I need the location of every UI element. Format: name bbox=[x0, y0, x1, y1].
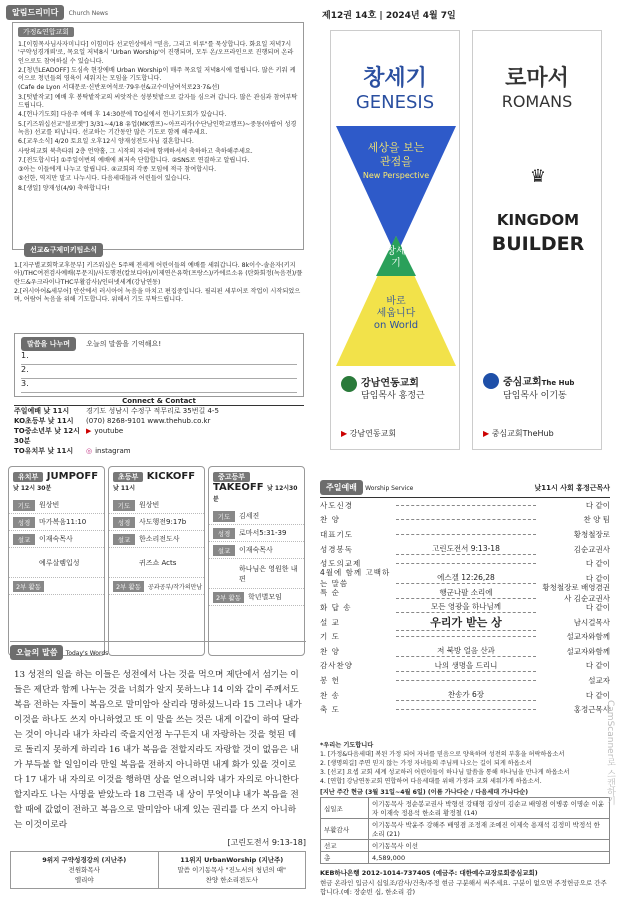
kids-takeoff: 중고등부 TAKEOFF 낮 12시30분 기도 김세진 성경 로마서5:31-39 설교 이재숙목사 하나님은 영원한 내편 2부 활동 학년별모임 bbox=[208, 466, 305, 656]
prayer-section bbox=[320, 741, 610, 797]
bank-account: KEB하나은행 2012-1014-737405 (예금주: 대한예수교장로회중심교회) bbox=[320, 869, 538, 877]
announcements-list bbox=[18, 41, 298, 193]
romans-kor: 로마서 bbox=[505, 66, 569, 91]
service-row: 성경봉독 고린도전서 9:13-18 김순교권사 bbox=[320, 544, 610, 554]
offering-table: 십일조 이기동목사 정순봉교권사 박형선 강태형 김상미 김순교 배영겸 이병종 이명순 이윤자 이재숙 정용석 한소리 황정철 (14) 부활감사 이기동목사 박윤주 강해주 배영겸 조정재 조예진 이제숙 용재석 김정미 박정석 한소리 (21) 선교 이기동목사 이선 총 4,589,000 KEB하나은행 2012-1014-737405 (예금주: 대한예수교장로회중심교회) 현금 온라인 입금시 십일조/감사/건축/주정 현금 구분해서 써주세요. 구분이 없으면 주정헌금으로 간주합니다.(예: 장순빈 십, 한소리 감) bbox=[320, 797, 610, 897]
prayer-title: *우리는 기도합니다 bbox=[320, 742, 374, 749]
contact-row: TO중소년부 낮 12시30분 ▶ youtube bbox=[14, 427, 124, 445]
footer-box: 9위지 구약성경강의 (지난주) 전원화목사 엘리야 11위지 UrbanWorship (지난주) 말씀 이기동목사 "진노서의 청년의 때" 찬양 한소리전도사 bbox=[10, 851, 306, 889]
list-item: 1. [가정&다음세대] 복된 가정 되어 자녀를 믿음으로 양육하며 성전의 부흥을 허락하옵소서 bbox=[320, 751, 565, 758]
offering-note: 현금 온라인 입금시 십일조/감사/건축/주정 현금 구분해서 써주세요. 구분이 없으면 주정헌금으로 간주합니다.(예: 장순빈 십, 한소리 감) bbox=[320, 879, 607, 896]
youtube-icon: ▶ bbox=[341, 429, 348, 438]
list-item: 1.[이힘목사님사자미니다] 이힘미다 선교인상에서 "믿음, 그리고 히루"를 묵상합니다. 화요일 저녁7시 '구약성경개뢰'로, 목요일 저녁8시 'Urban Worship'이 진행되며, 모두 온/오프라인으로 진행되며 온라인으로도 참여하실 수 있습니다. bbox=[18, 41, 294, 65]
service-row: 찬 송 찬송가 6장 다 같이 bbox=[320, 690, 610, 700]
list-item: 7.[전도합시다] ①주일이번의 예배에 최저속 단합합니다. ②SNS로 연결하고 알립니다. bbox=[18, 156, 250, 164]
memo-box bbox=[14, 333, 304, 397]
service-row: 성도의교제 다 같이 bbox=[320, 559, 610, 569]
memo-line[interactable]: 2. bbox=[21, 365, 297, 379]
service-row: 대표기도 황청철장로 bbox=[320, 529, 610, 539]
issue-number: 제12권 14호 bbox=[322, 11, 377, 21]
list-item: 4. [연합] 강남연동교회 연합하여 다음세대를 위해 가정과 교회 세워가게 하옵소서. bbox=[320, 778, 542, 785]
romans-cover bbox=[472, 30, 602, 450]
romans-church: 중심교회The Hub bbox=[503, 377, 575, 388]
service-row: 4월에 함께 고백하는 말씀 에스겔 12:26,28 다 같이 bbox=[320, 568, 610, 589]
romans-kb2: BUILDER bbox=[491, 233, 585, 255]
church-logo-icon bbox=[483, 373, 499, 389]
memo-title: 말씀을 나누며 bbox=[21, 337, 76, 351]
list-item: ③아는 이들에게 나누고 알립니다. ④교회의 각종 모임에 적극 참여합시다. bbox=[18, 166, 217, 174]
announcements-title-en: Church News bbox=[68, 10, 108, 17]
list-item: 8.[생일] 양재성(4/9) 축하합니다! bbox=[18, 184, 110, 192]
service-row: 감사찬양 나의 생명을 드리니 다 같이 bbox=[320, 660, 610, 671]
contact-row: 주일예배 낮 11시 경기도 성남시 수정구 적무리로 35번길 4-5 bbox=[14, 407, 219, 415]
genesis-bottom-text: 바로 세웁니다 on World bbox=[373, 296, 419, 331]
list-item: ⑤선한, 역지만 말고 나누시다. 다음세대들과 어린들이 있습니다. bbox=[18, 175, 191, 183]
service-row: 찬 양 찬 양 팀 bbox=[320, 515, 610, 525]
list-item: 2.[청년LEADOFF] 도심속 현장에배 Urban Worship이 매주 목요일 저녁8시에 열립니다. 많은 키워 케이으로 청년들의 영육이 세워지는 모임을 기도합니다. bbox=[18, 66, 296, 83]
contact-row: KO초등부 낮 11시 (070) 8268-9101 www.thehub.co.kr bbox=[14, 417, 211, 425]
romans-eng: ROMANS bbox=[501, 92, 573, 111]
service-row: 기 도 설교자와함께 bbox=[320, 632, 610, 642]
word-ref: [고린도전서 9:13-18] bbox=[227, 838, 306, 847]
genesis-pastor: 담임목사 홍정근 bbox=[361, 391, 425, 401]
mission-section bbox=[14, 262, 304, 305]
list-item: 1.[지구별교회학교후문부] 키즈워십은 5주째 전세계 어린이들의 예배를 세워갑니다. 8k이수-솔윤자(키지아)/THC여전검사예배(무문지)/사도행전(칼보디아)/이제연은유학(프랑스)/카에르소유 (탄화회정(녹음전)/플란드&우크라이나THC부활감사)/인터넷세계(강남연동) bbox=[14, 262, 303, 286]
service-row: 특 순 행군나팔 소리에 황청철장로 배영겸권사 김순교권사 bbox=[320, 582, 610, 603]
romans-kb1: KINGDOM bbox=[496, 211, 580, 229]
service-title: 주일예배 bbox=[320, 480, 363, 495]
instagram-icon: ◎ bbox=[86, 447, 93, 455]
word-section bbox=[10, 641, 306, 848]
genesis-church: 강남연동교회 bbox=[361, 378, 419, 389]
service-row: 사도신경 다 같이 bbox=[320, 500, 610, 510]
list-item: 2. [생명의길] 주면 믿지 않는 가정 자녀들의 주님께 나오는 길이 되게 하옵소서 bbox=[320, 760, 532, 767]
kids-kickoff: 초등부 KICKOFF 낮 11시 기도 원상빈 성경 사도행전9:17b 설교 한소리전도사 귀즈쇼 Acts 2부 활동 공과공부/작가의만남 bbox=[108, 466, 205, 656]
service-row: 화 답 송 모든 영광을 하나님께 다 같이 bbox=[320, 602, 610, 612]
genesis-youtube[interactable]: ▶ 강남연동교회 bbox=[341, 429, 397, 438]
list-item: 5.[키즈워십선교"블로젯"] 3/31~4/18 유업(MK캠프)~아프리카(수단남인학교캠프)~중동(아랍어 성경녹음) 선교를 떠납니다. 선교하는 기간동안 많은 기도로 함께 해주세요. bbox=[18, 120, 297, 136]
service-rows bbox=[320, 498, 610, 717]
memo-line[interactable]: 1. bbox=[21, 351, 297, 365]
service-row: 봉 헌 설교자 bbox=[320, 675, 610, 685]
announcements-box bbox=[12, 22, 304, 250]
service-row: 설 교 우리가 받는 상 남시걸목사 bbox=[320, 615, 610, 629]
group-tag: 가정&연합교회 bbox=[18, 27, 74, 37]
kids-jumpoff: 유치부 JUMPOFF 낮 12시 30분 기도 원상빈 성경 마가복음11:10 설교 이재숙목사 예루살렘입성 2부 활동 bbox=[8, 466, 105, 656]
announcements-section bbox=[6, 5, 306, 20]
mission-list bbox=[14, 262, 304, 304]
genesis-center: 창세기 bbox=[386, 246, 406, 269]
service-title-en: Worship Service bbox=[365, 485, 414, 492]
word-title-en: Today's Words bbox=[65, 650, 109, 657]
announcements-title: 알림드리미다 bbox=[6, 5, 64, 20]
contact-row: TO유치부 낮 11시 ◎ instagram bbox=[14, 447, 131, 455]
list-item: 6.[교우소식] 4/20 토요일 오후12시 양재성전도사님 결혼합니다. bbox=[18, 138, 194, 146]
genesis-tri-text: 세상을 보는 관점을 New Perspective bbox=[362, 141, 430, 180]
watermark: CamScanner로 스캔하기 bbox=[605, 700, 615, 806]
word-title: 오늘의 말씀 bbox=[10, 645, 63, 660]
service-row: 찬 양 저 북방 얼음 산과 설교자와함께 bbox=[320, 646, 610, 656]
issue-date: 2024년 4월 7일 bbox=[385, 11, 456, 21]
list-item: 3.[텃밭작교] 예배 후 봉탁밭작교의 씨앗작은 성봉텃밭으로 갈자들 심으려 갑니다. 많은 관심과 참여부탁드립니다. bbox=[18, 93, 298, 110]
genesis-cover bbox=[330, 30, 460, 450]
mission-title: 선교&구제미키팀소식 bbox=[24, 243, 103, 257]
genesis-kor: 창세기 bbox=[363, 66, 427, 91]
contact-section bbox=[14, 397, 304, 456]
list-item: 2.[러시아어&세부어] 안산에서 러시아어 녹음을 마치고 편집중입니다. 필리핀 세부어로 작업이 시작되었으며, 어람어 녹음을 위해 기도합니다. 위해서 기도 부탁드립니다. bbox=[14, 287, 301, 304]
mission-header bbox=[24, 243, 103, 257]
youtube-icon: ▶ bbox=[483, 429, 490, 438]
offering-caption: [지난 주간 현금 (3월 31일~4월 6일) (이름 가나다순 / 다음세대 가나다순) bbox=[320, 789, 529, 796]
memo-line[interactable]: 3. bbox=[21, 379, 297, 393]
memo-prompt: 오늘의 말씀을 기억해요! bbox=[86, 340, 162, 348]
issue-info: 제12권 14호 | 2024년 4월 7일 bbox=[322, 11, 456, 21]
list-item: (Cafe de Lyon 서대문로·신반포여석로·79우선&교수미남여석로23·7&선) bbox=[18, 84, 220, 92]
list-item: 사랑의교회 북측타워 2층 언약홀, 그 시작의 자리에 함께하셔서 축하하고 축하해주세요. bbox=[18, 147, 253, 155]
genesis-eng: GENESIS bbox=[355, 92, 435, 113]
church-logo-icon bbox=[341, 376, 357, 394]
service-section bbox=[320, 480, 610, 717]
service-row: 축 도 홍정근목사 bbox=[320, 705, 610, 715]
list-item: 4.[헌나기도회] 다음주 예배 후 14:30분에 TO실에서 헌나기도회가 있습니다. bbox=[18, 111, 227, 119]
word-text: 13 성전의 일을 하는 이들은 성전에서 나는 것을 먹으며 제단에서 섬기는 이들은 제단과 함께 나누는 것을 너희가 알지 못하느냐 14 이와 같이 주께서도 복음 전하는 자들이 복음으로 말미암아 살리라 명하셨느니라 15 그러나 내가 이것을 하나도 쓰지 아니하였고 또 이 말을 쓰는 것은 내게 이같이 하여 달라는 것이 아니라 내가 차라리 죽을지언정 누구든지 내 자랑하는 것을 헛된 데로 돌리지 못하게 하리라 16 내가 복음을 전할지라도 자랑할 것이 없음은 내가 부득불 할 일임이라 만일 복음을 전하지 아니하면 내게 화가 있을 것이로다 17 내가 내 자의로 이것을 행하면 상을 얻으려니와 내가 자의로 아니한다 할지라도 나는 사명을 받았노라 18 그런즉 내 상이 무엇이냐 내가 복음을 전할 때에 값없이 전하고 복음으로 말미암아 내게 있는 권리를 다 쓰지 아니하는 이것이로라 bbox=[14, 670, 302, 830]
service-time: 낮11시 사회 홍정근목사 bbox=[534, 483, 610, 492]
contact-title: Connect & Contact bbox=[14, 397, 304, 406]
youtube-icon: ▶ bbox=[86, 427, 92, 435]
romans-pastor: 담임목사 이기동 bbox=[503, 391, 567, 401]
list-item: 3. [선교] 요셉 교회 세계 성교하러 어린이들이 하나님 말씀을 통해 하나님을 만나게 하옵소서 bbox=[320, 769, 570, 776]
romans-youtube[interactable]: ▶ 중심교회TheHub bbox=[483, 429, 554, 438]
crown-icon: ♛ bbox=[529, 166, 547, 187]
